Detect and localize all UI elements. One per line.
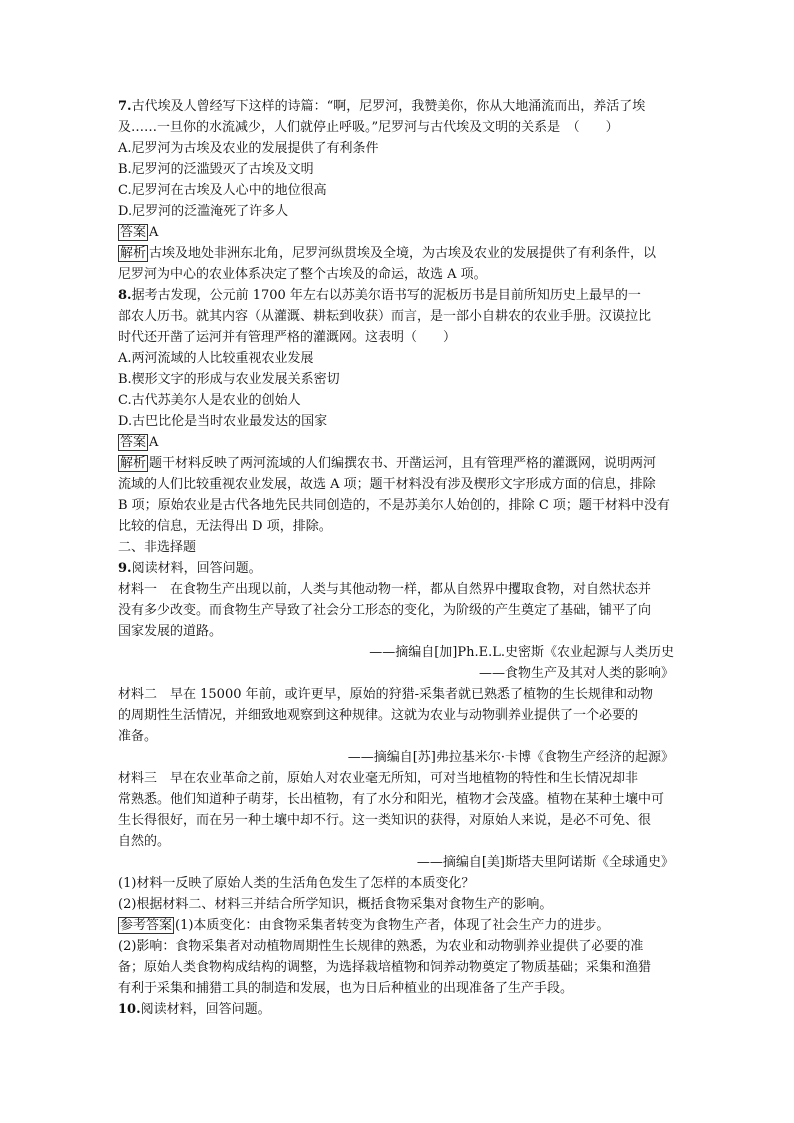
q9-stem-text: 阅读材料，回答问题。 (131, 561, 262, 576)
q8-analysis-line-1 (118, 453, 674, 474)
q8-analysis-text-1: 题干材料反映了两河流域的人们编撰农书、开凿运河，且有管理严格的灌溉网，说明两河 (149, 456, 657, 471)
q7-answer (118, 222, 674, 243)
q9-reference-line-2: (2)影响：食物采集者对动植物周期性生长规律的熟悉，为农业和动物驯养业提供了必要的准 (118, 939, 644, 954)
q8-option-c: C.古代苏美尔人是农业的创始人 (118, 393, 301, 408)
q9-reference-text-1: (1)本质变化：由食物采集者转变为食物生产者，体现了社会生产力的进步。 (175, 918, 610, 933)
q7-number: 7. (118, 99, 132, 114)
material-1-line-3: 国家发展的道路。 (118, 624, 223, 639)
q8-stem-line-2: 部农人历书。就其内容（从灌溉、耕耘到收获）而言，是一部小自耕农的农业手册。汉谟拉比 (118, 309, 652, 324)
reference-answer-tag: 参考答案 (120, 918, 173, 933)
material-1-line-1: 材料一 在食物生产出现以前，人类与其他动物一样，都从自然界中攫取食物，对自然状态并 (118, 582, 652, 597)
material-2-line-3: 准备。 (118, 729, 158, 744)
material-3-source: ——摘编自[美]斯塔夫里阿诺斯《全球通史》 (416, 855, 674, 870)
q7-analysis-line-2: 尼罗河为中心的农业体系决定了整个古埃及的命运，故选 A 项。 (118, 267, 487, 282)
material-2-line-2: 的周期性生活情况，并细致地观察到这种规律。这就为农业与动物驯养业提供了一个必要的 (118, 708, 639, 723)
material-3-line-1: 材料三 早在农业革命之前，原始人对农业毫无所知，可对当地植物的特性和生长情况却非 (118, 771, 639, 786)
q7-stem-line-2: 及……一旦你的水流减少，人们就停止呼吸。”尼罗河与古代埃及文明的关系是 （ ） (118, 120, 619, 135)
q8-option-a: A.两河流域的人比较重视农业发展 (118, 351, 314, 366)
answer-tag: 答案 (120, 225, 147, 240)
document-page (118, 96, 674, 1020)
q8-stem-text-1: 据考古发现，公元前 1700 年左右以苏美尔语书写的泥板历书是目前所知历史上最早的一 (131, 288, 641, 303)
analysis-tag: 解析 (120, 456, 147, 471)
material-3-line-2: 常熟悉。他们知道种子萌芽，长出植物，有了水分和阳光，植物才会茂盛。植物在某种土壤中可 (118, 792, 665, 807)
q8-number: 8. (118, 288, 132, 303)
q8-analysis-line-2: 流域的人们比较重视农业发展，故选 A 项；题干材料没有涉及楔形文字形成方面的信息，排除 (118, 477, 656, 492)
material-3-line-4: 自然的。 (118, 834, 171, 849)
q9-reference-line-1 (118, 915, 674, 936)
q10-stem-text: 阅读材料，回答问题。 (140, 1002, 271, 1017)
q7-option-a: A.尼罗河为古埃及农业的发展提供了有利条件 (118, 141, 379, 156)
q9-reference-line-4: 有利于采集和捕猎工具的制造和发展，也为日后种植业的出现准备了生产手段。 (118, 981, 574, 996)
q7-stem-text-1: 古代埃及人曾经写下这样的诗篇：“啊，尼罗河，我赞美你，你从大地涌流而出，养活了埃 (131, 99, 646, 114)
analysis-tag: 解析 (120, 246, 147, 261)
q7-analysis-text-1: 古埃及地处非洲东北角，尼罗河纵贯埃及全境，为古埃及农业的发展提供了有利条件，以 (149, 246, 657, 261)
q8-option-d: D.古巴比伦是当时农业最发达的国家 (118, 414, 328, 429)
q7-option-c: C.尼罗河在古埃及人心中的地位很高 (118, 183, 327, 198)
material-1-source-1: ——摘编自[加]Ph.E.L.史密斯《农业起源与人类历史 (369, 645, 674, 660)
material-1-line-2: 没有多少改变。而食物生产导致了社会分工形态的变化，为阶级的产生奠定了基础，铺平了向 (118, 603, 652, 618)
q7-option-b: B.尼罗河的泛滥毁灭了古埃及文明 (118, 162, 314, 177)
q7-stem-line-1 (118, 96, 674, 117)
q7-analysis-line-1 (118, 243, 674, 264)
q7-option-d: D.尼罗河的泛滥淹死了许多人 (118, 204, 289, 219)
q8-option-b: B.楔形文字的形成与农业发展关系密切 (118, 372, 340, 387)
q8-stem-line-3: 时代还开凿了运河并有管理严格的灌溉网。这表明（ ） (118, 330, 457, 345)
q8-stem-line-1 (118, 285, 674, 306)
q9-number: 9. (118, 561, 132, 576)
material-2-line-1: 材料二 早在 15000 年前，或许更早，原始的狩猎-采集者就已熟悉了植物的生长规律和动物 (118, 687, 654, 702)
q8-analysis-line-3: B 项；原始农业是古代各地先民共同创造的，不是苏美尔人始创的，排除 C 项；题干材料中没有 (118, 498, 670, 513)
q8-analysis-line-4: 比较的信息，无法得出 D 项，排除。 (118, 519, 332, 534)
q8-answer (118, 432, 674, 453)
answer-value: A (149, 225, 159, 240)
material-3-line-3: 生长得很好，而在另一种土壤中却不行。这一类知识的获得，对原始人来说，是必不可免、很 (118, 813, 652, 828)
material-1-source-2: ——食物生产及其对人类的影响》 (478, 666, 674, 681)
material-2-source: ——摘编自[苏]弗拉基米尔·卡博《食物生产经济的起源》 (347, 750, 674, 765)
answer-value: A (149, 435, 159, 450)
q9-reference-line-3: 备；原始人类食物构成结构的调整，为选择栽培植物和饲养动物奠定了物质基础；采集和渔猎 (118, 960, 652, 975)
q9-subquestion-1: (1)材料一反映了原始人类的生活角色发生了怎样的本质变化？ (118, 876, 475, 891)
q9-subquestion-2: (2)根据材料二、材料三并结合所学知识，概括食物采集对食物生产的影响。 (118, 897, 553, 912)
q10-number: 10. (118, 1002, 141, 1017)
q10-stem (118, 999, 674, 1020)
section-heading: 二、非选择题 (118, 540, 197, 555)
q9-stem (118, 558, 674, 579)
answer-tag: 答案 (120, 435, 147, 450)
